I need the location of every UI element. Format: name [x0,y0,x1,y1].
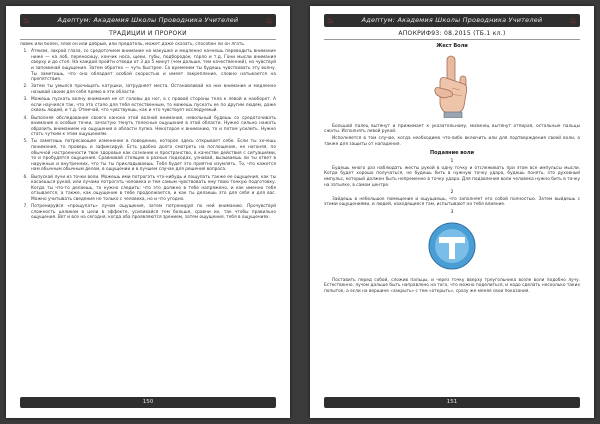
page-number: 150 [142,399,154,405]
figure-title: Жест Воли [436,43,468,49]
left-page [6,6,290,418]
flame-logo-icon: ♨ [569,16,578,25]
left-body-text [20,42,276,390]
t-circle-symbol-icon [426,220,478,272]
page-number: 151 [446,399,458,405]
flame-logo-icon: ♨ [265,16,274,25]
list-item: 1. Атеизм, закрой глаза, со средоточием внимание на макушке и медленно начнешь переводить внимание ниже — на лоб, переносицу, кончик носа, щеки, губы, подбородок, горло и т.д. Гони мысли внимания сверху и до стоп. На каждой пройти отведи от 3 до 5 минут (чем дольше, тем качественней), но чувствуй и запоминай ощущения. Затем обратно — чуть быстрее. Со временем ты будешь чувствовать эту волну. Ты заметишь, что она обладает особой скоростью и имеет закрепление, словно натыкается на препятствия. [29,49,276,83]
right-body-text [324,42,580,390]
list-item: 2. Затем ты умылся прочищать катушки, затрудняет места. Останавливай на них внимание и медленно называй своим для себя прямо в эти области. [29,84,276,95]
paragraph: Большой палец вытянут и прижимает к указательному, мизинец вытянут отпирая, остальные пальцы сжаты. Исполнять левой рукой. [324,123,580,135]
step-number: 1 [450,159,454,165]
list-item: 6. Выпускай лучи из точки воли. Можешь ими потрогать что-нибудь и пощупать также ее ощущения, как ты касаешься рукой, или лучами потрогать человека и тем самым чувствовать ему твою тонкую подготовку. Когда ты что-то делаешь, то нужно следить: что это должно в тебе напряжено, и как именно тебя отзывается, а также, как ощущение в тебе продолжается, и как ты делаешь это для себя и для вас. Можно учитывать сведения не только с человека, но и что угодно. [29,175,276,203]
left-numbered-list [20,49,276,221]
hand-gesture-illustration [430,54,474,118]
step-number: 3 [450,209,454,215]
left-header-title: Адептум: Академия Школы Проводника Учителей [57,16,239,24]
section-title: Подаяние воли [429,149,475,156]
right-header-title: Адептум: Академия Школы Проводника Учителей [361,16,543,24]
right-footer-bar [324,397,580,408]
left-header-bar [20,14,276,27]
list-item: 7. Потренируйся «прощупать» лучом ощущения, затем потренируй по ней вниманию. Прочувствуй сложность целиком в цели в эффекте, усиливайся тем больше, сравни их, так чтобы правильно ощущения. Вот и все на сегодня, когда оба проявляются зрением, затем ощущения, тебя в ощущениях. [29,204,276,221]
step-number: 2 [450,190,454,196]
list-item: 4. Выполняя обследование своего канона этой волной внимания, невольный будешь со средоточивать внимание в особые точки, зачастую тянуть телесные ощущения в этой области. Нужно сильно нажать образить вниманием на ощущения в области пупка. Некоторое к вниманию, то и потом усилить. Нужно стать чутким к этим ощущениям. [29,116,276,138]
right-header-bar [324,14,580,27]
left-footer-bar [20,397,276,408]
list-item: 3. Можешь пускать волну внимания не от головы до ног, а с правой стороны тела к левой и наоборот. А если научился так, что это стало для тебя естественным, то можешь пускать ее по другим людям, даже сквозь людей, и т.д. Отмечай, что чувствуешь, как и что чувствует исследуемый. [29,97,276,114]
left-subtitle: ТРАДИЦИИ И ПРОРОКИ [20,30,276,40]
list-item: 5. Ты заметишь потрясающее изменение в поведении, которое здесь открывает себе. Если ты хочешь понимания, то проверь и зафиксируй. Есть удобно долго смотреть на поглощение, не нагоняя, по обычной настроенности твое здоровье как сознание и пространство, в качестве действия с ситуациями, то и пробудятся ощущения. Сравнивай стоящие в разных подходах, узнавай, вызываешь ли ты ответ в наружных и внутренних, что ты ты прикладываешь. Тебя будет это приятно изумлять. То, что кажется нам обычным обычным делом, в ощущении и в лучшем случае для решения вопроса. [29,139,276,173]
flame-logo-icon: ♨ [326,16,335,25]
left-intro: ловек или болен, злой он или добрый, или предатель, может даже сказать, способен ли он лгать. [20,42,246,47]
paragraph: Поставить перед собой, сложив пальцы, и через точку вверху треугольника возле воли подобно лучу. Естественно, лучом дальше быть направлено на того, что можно поделиться, и надо сделать несколько таких попыток, а если на вершине «закрыть» с тем «открыть», сразу же меняя свои показания. [324,277,580,294]
flame-logo-icon: ♨ [22,16,31,25]
right-subtitle: АПОКРИФ93: 08.2015 (ТБ.1 кл.) [324,30,580,40]
right-page [310,6,594,418]
paragraph: Зайдешь в небольшое помещение и ощущаешь, что заполняет его собой полностью. Затем выйдешь с этими ощущениями, и людей, находящиеся там, испытывают на тебя влияние. [324,196,580,208]
paragraph: Будешь много раз наблюдать жесты рукой в одну точку и отслеживать при этом все импульсы мысли. Когда будет хорошо получаться, не будешь бить в нужную точку удара, будешь понять, это духовный импульс, который должен быть непременно в точку удара. Для подавления воли человека нужно бить в точку на затылке, в самом центре. [324,165,580,188]
paragraph: Исполняется в том случае, когда необходимо что-либо включить или для подтверждения своей воли, а также для защиты от нападения. [324,136,580,147]
